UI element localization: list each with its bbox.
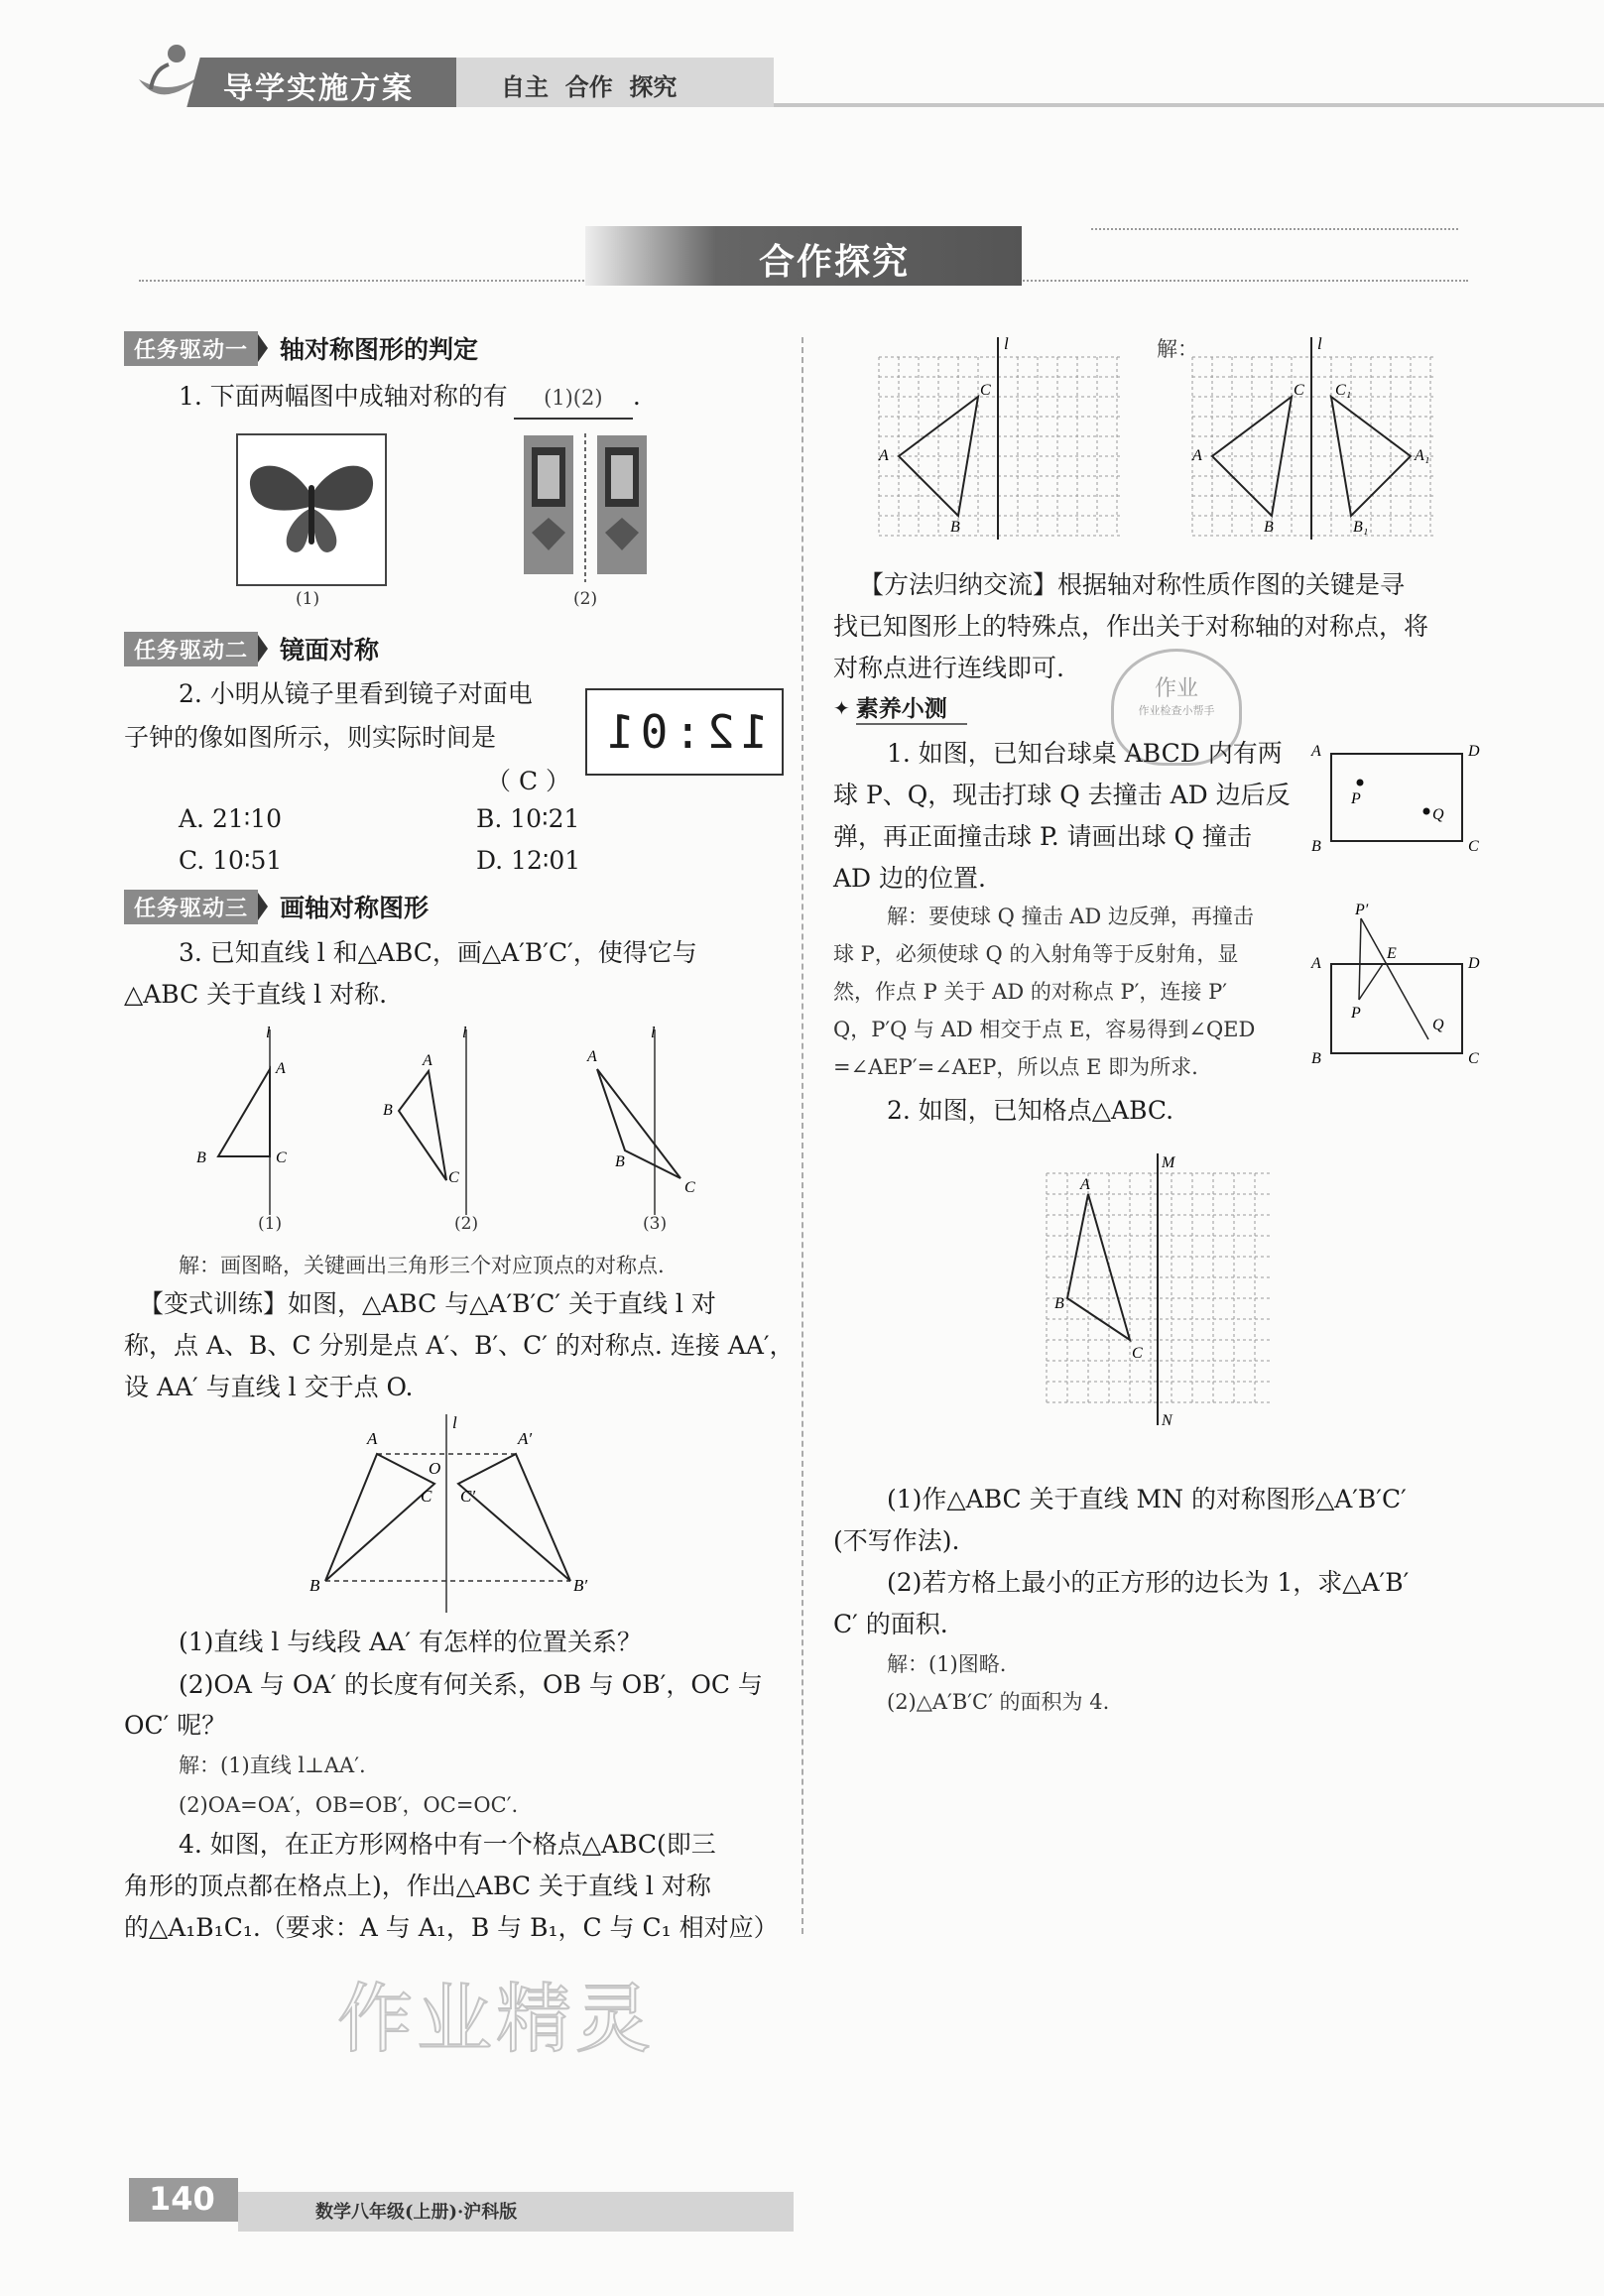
q4-line3: 的△A₁B₁C₁.（要求：A 与 A₁，B 与 B₁，C 与 C₁ 相对应） (124, 1913, 779, 1942)
task-tag: 任务驱动一 (124, 331, 258, 366)
q3-caption-2: (2) (454, 1214, 479, 1234)
stamp-top: 作业 (1154, 676, 1198, 701)
svg-text:D: D (1468, 955, 1480, 972)
svg-text:C₁: C₁ (1335, 382, 1352, 399)
svg-text:C: C (1468, 1050, 1479, 1067)
clock-display (585, 688, 784, 776)
q2-answer: （ C ） (486, 767, 571, 795)
q4-solution-label: 解： (1157, 337, 1198, 361)
door-image (516, 433, 655, 582)
svg-text:P: P (1351, 790, 1361, 807)
watermark: 作业精灵 (337, 1975, 655, 2063)
svg-text:B′: B′ (573, 1576, 588, 1595)
quiz2-grid-figure (1037, 1146, 1275, 1433)
svg-text:A₁: A₁ (1415, 447, 1430, 464)
q4-solution-figure (1186, 333, 1454, 542)
caption-1: (1) (296, 589, 320, 609)
svg-text:C′: C′ (460, 1487, 476, 1506)
footer-book: 数学八年级(上册)·沪科版 (315, 2202, 518, 2223)
svg-text:O: O (429, 1459, 441, 1478)
svg-text:B: B (196, 1149, 206, 1166)
quiz2-q2a: (2)若方格上最小的正方形的边长为 1，求△A′B′ (887, 1568, 1410, 1597)
svg-text:C: C (1294, 382, 1304, 399)
svg-text:A′: A′ (518, 1429, 533, 1448)
q2-line2: 子钟的像如图所示，则实际时间是 (124, 723, 497, 752)
quiz2-q1b: (不写作法). (833, 1526, 960, 1555)
quiz2-q2b: C′ 的面积. (833, 1610, 948, 1638)
svg-text:A: A (276, 1060, 286, 1077)
svg-text:C: C (421, 1487, 432, 1506)
section-title: 合作探究 (759, 242, 911, 283)
quiz1-line3: 弹，再正面撞击球 P. 请画出球 Q 撞击 (833, 822, 1252, 851)
q2-line1: 2. 小明从镜子里看到镜子对面电 (179, 679, 533, 708)
svg-text:B: B (1054, 1295, 1064, 1312)
header-bar (0, 40, 1604, 119)
column-divider (802, 337, 803, 1934)
svg-text:E: E (1387, 945, 1397, 962)
quiz-title: 素养小测 (856, 690, 967, 725)
quiz1-solution-3: 然，作点 P 关于 AD 的对称点 P′，连接 P′ (833, 980, 1227, 1004)
quiz1-solution-1: 解：要使球 Q 撞击 AD 边反弹，再撞击 (887, 905, 1254, 928)
svg-text:B: B (1311, 838, 1321, 851)
svg-text:B₁: B₁ (1353, 519, 1369, 536)
svg-text:C: C (276, 1149, 287, 1166)
svg-text:C: C (448, 1169, 459, 1186)
pool-table-figure (1309, 732, 1488, 851)
section-rule-right (1091, 228, 1458, 230)
svg-text:B: B (383, 1102, 393, 1119)
svg-text:C: C (1132, 1345, 1143, 1362)
task-tag: 任务驱动三 (124, 890, 258, 924)
quiz1-solution-5: =∠AEP′=∠AEP，所以点 E 即为所求. (833, 1055, 1198, 1079)
svg-text:Q: Q (1432, 1017, 1444, 1033)
q4-line2: 角形的顶点都在格点上)，作出△ABC 关于直线 l 对称 (124, 1872, 711, 1900)
quiz2-solution-1: 解：(1)图略. (887, 1652, 1007, 1676)
quiz1-solution-2: 球 P，必须使球 Q 的入射角等于反射角，显 (833, 942, 1239, 966)
svg-text:A: A (1080, 1176, 1090, 1193)
quiz2-q1a: (1)作△ABC 关于直线 MN 的对称图形△A′B′C′ (887, 1485, 1407, 1513)
quiz1-solution-4: Q，P′Q 与 AD 相交于点 E，容易得到∠QED (833, 1018, 1256, 1041)
arrow-icon (258, 893, 268, 920)
svg-text:A: A (367, 1429, 378, 1448)
arrow-icon (258, 635, 268, 663)
task-1-header (124, 330, 478, 366)
svg-text:B: B (950, 519, 960, 536)
svg-text:Q: Q (1432, 806, 1444, 823)
butterfly-icon (238, 435, 385, 584)
svg-text:A: A (879, 447, 889, 464)
q3-line2: △ABC 关于直线 l 对称. (124, 980, 388, 1009)
svg-text:D: D (1468, 743, 1480, 760)
variant-solution-1: 解：(1)直线 l⊥AA′. (179, 1753, 366, 1777)
q3-solution: 解：画图略，关键画出三角形三个对应顶点的对称点. (179, 1254, 665, 1277)
quiz2-line1: 2. 如图，已知格点△ABC. (887, 1096, 1174, 1125)
quiz2-solution-2: (2)△A′B′C′ 的面积为 4. (887, 1690, 1110, 1714)
q3-caption-3: (3) (643, 1214, 668, 1234)
svg-text:l: l (1317, 334, 1322, 353)
svg-text:P′: P′ (1355, 902, 1369, 918)
q3-caption-1: (1) (258, 1214, 283, 1234)
page-number: 140 (149, 2180, 215, 2218)
q1-answer: (1)(2) (514, 378, 633, 420)
q3-figures (179, 1022, 734, 1240)
star-icon: ✦ (833, 695, 850, 720)
header-subtitle: 自主 合作 探究 (501, 73, 678, 101)
q4-line1: 4. 如图，在正方形网格中有一个格点△ABC(即三 (179, 1830, 716, 1859)
svg-text:A: A (1311, 955, 1321, 972)
svg-text:B: B (309, 1576, 320, 1595)
variant-figure (298, 1414, 615, 1613)
q3-line1: 3. 已知直线 l 和△ABC，画△A′B′C′，使得它与 (179, 938, 697, 967)
pool-solution-figure (1309, 901, 1488, 1069)
variant-q2b: OC′ 呢？ (124, 1711, 227, 1740)
svg-text:B: B (1264, 519, 1274, 536)
svg-text:C: C (684, 1179, 695, 1196)
q4-grid-figure (873, 333, 1131, 542)
variant-line3: 设 AA′ 与直线 l 交于点 O. (124, 1373, 414, 1401)
task-2-header (124, 631, 379, 666)
q2-option-a: A. 21∶10 (179, 804, 283, 833)
caption-2: (2) (573, 589, 598, 609)
svg-text:A: A (1192, 447, 1202, 464)
banner-title: 导学实施方案 (223, 71, 414, 106)
svg-text:N: N (1162, 1412, 1172, 1429)
svg-text:B: B (615, 1153, 625, 1170)
stamp-bottom: 作业检查小帮手 (1138, 704, 1215, 717)
quiz1-line2: 球 P、Q，现击打球 Q 去撞击 AD 边后反 (833, 781, 1291, 809)
q2-option-c: C. 10∶51 (179, 846, 283, 875)
task-title: 镜面对称 (280, 636, 380, 665)
svg-text:l: l (462, 1025, 467, 1041)
svg-text:P: P (1351, 1005, 1361, 1022)
svg-text:C: C (1468, 838, 1479, 851)
method-line1: 【方法归纳交流】根据轴对称性质作图的关键是寻 (859, 570, 1406, 599)
q2-option-b: B. 10∶21 (476, 804, 580, 833)
task-tag: 任务驱动二 (124, 632, 258, 666)
butterfly-image (236, 433, 387, 586)
svg-text:l: l (651, 1025, 656, 1041)
quiz-header (833, 690, 967, 725)
svg-text:l: l (266, 1025, 271, 1041)
clock-digits: 12:01 (600, 705, 769, 759)
header-rule (774, 103, 1604, 107)
task-title: 轴对称图形的判定 (280, 335, 479, 364)
variant-q2a: (2)OA 与 OA′ 的长度有何关系，OB 与 OB′，OC 与 (179, 1670, 763, 1699)
method-line2: 找已知图形上的特殊点，作出关于对称轴的对称点，将 (833, 612, 1429, 641)
method-line3: 对称点进行连线即可. (833, 654, 1064, 682)
svg-text:B: B (1311, 1050, 1321, 1067)
svg-text:l: l (452, 1414, 457, 1432)
variant-q1: (1)直线 l 与线段 AA′ 有怎样的位置关系？ (179, 1628, 642, 1656)
svg-text:A: A (587, 1048, 597, 1065)
svg-text:A: A (423, 1052, 432, 1069)
svg-text:l: l (1004, 334, 1009, 353)
q1-text: 1. 下面两幅图中成轴对称的有 (1)(2) . (179, 377, 641, 420)
task-title: 画轴对称图形 (280, 894, 430, 922)
svg-text:C: C (980, 382, 991, 399)
footer-bar (0, 2172, 1604, 2251)
svg-text:A: A (1311, 743, 1321, 760)
q2-option-d: D. 12∶01 (476, 846, 581, 875)
svg-text:M: M (1162, 1154, 1175, 1171)
quiz1-line4: AD 边的位置. (833, 864, 986, 893)
arrow-icon (258, 334, 268, 362)
variant-line2: 称，点 A、B、C 分别是点 A′、B′、C′ 的对称点. 连接 AA′， (124, 1331, 795, 1360)
variant-line1: 【变式训练】如图，△ABC 与△A′B′C′ 关于直线 l 对 (139, 1289, 716, 1318)
variant-solution-2: (2)OA=OA′，OB=OB′，OC=OC′. (179, 1793, 519, 1817)
quiz1-line1: 1. 如图，已知台球桌 ABCD 内有两 (887, 739, 1283, 768)
task-3-header (124, 889, 429, 924)
